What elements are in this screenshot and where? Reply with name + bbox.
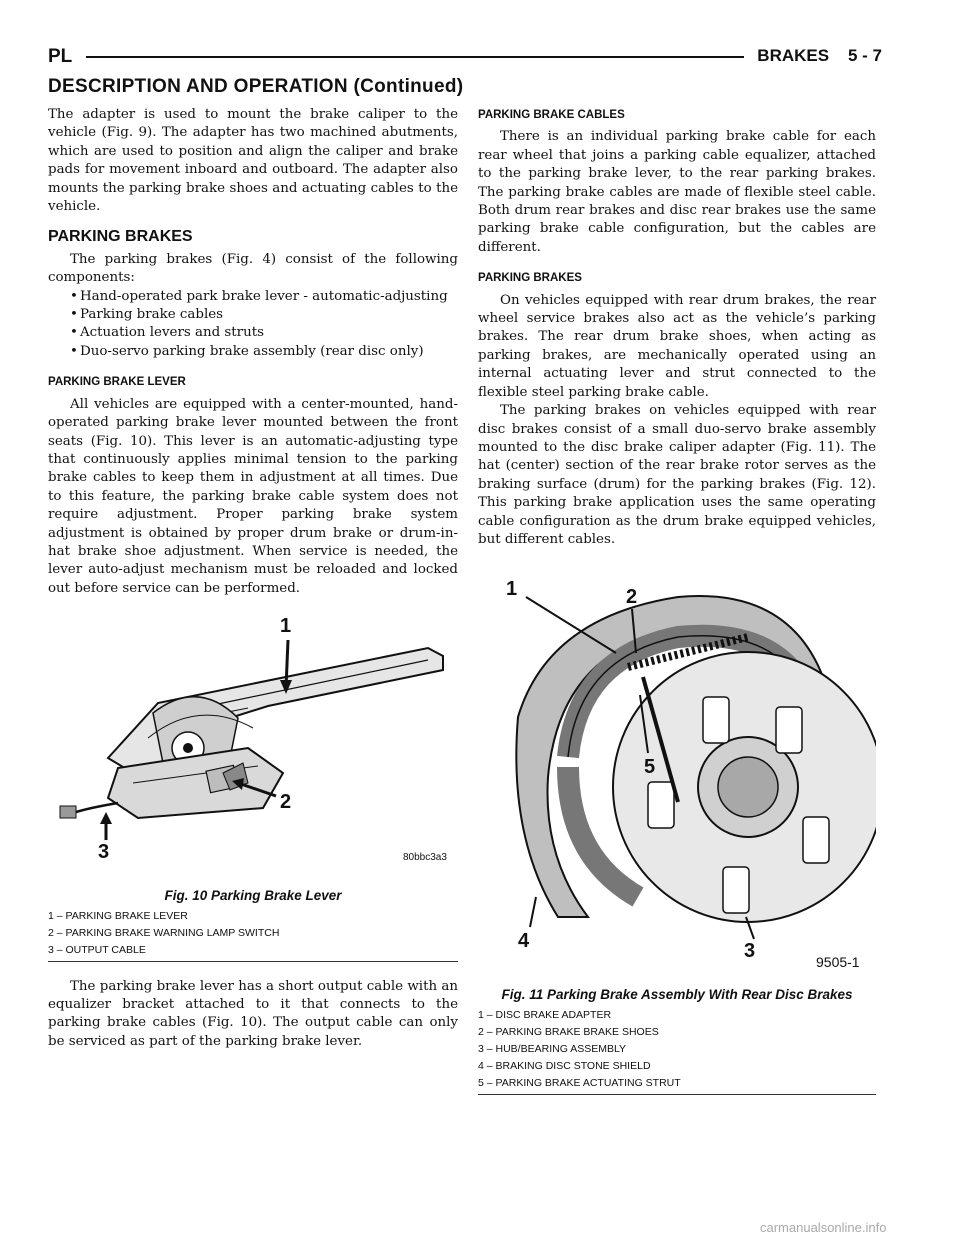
bullet-icon: • [70,325,78,341]
heading-parking-brakes: PARKING BRAKES [48,228,193,246]
bullet-icon: • [70,307,78,323]
paragraph-drum-brakes: On vehicles equipped with rear drum brakes, the rear wheel service brakes also act as the vehicle’s parking brakes. The rear drum brake shoes, when acting as parking brakes, are mechanically operated using an internal actuating lever and strut connected to the flexible steel parking brake cable. [478,292,876,400]
heading-parking-brake-lever: PARKING BRAKE LEVER [48,376,186,389]
bullet-icon: • [70,343,78,359]
page-header [48,46,882,70]
paragraph-lever: All vehicles are equipped with a center-mounted, hand-operated parking brake lever mounted between the front seats (Fig. 10). This lever is an automatic-adjusting type that continuously applies minimal tension to the parking brake cables to keep them in adjustment at all times. Due to this feature, the parking brake cable system does not require adjustment. Proper parking brake system adjustment is obtained by proper drum brake or drum-in-hat brake shoe adjustment. When service is needed, the lever auto-adjust mechanism must be reloaded and locked out before service can be performed. [48,396,458,596]
callout-2: 2 [280,791,292,814]
figure-legend [478,1007,876,1092]
legend-item: 4 – BRAKING DISC STONE SHIELD [478,1059,651,1072]
callout-3: 3 [744,940,756,963]
figure-parking-brake-lever [48,608,458,961]
figure-code: 80bbc3a3 [403,852,447,864]
legend-item: 2 – PARKING BRAKE BRAKE SHOES [478,1025,659,1038]
paragraph-cables: There is an individual parking brake cable for each rear wheel that joins a parking cable equalizer, attached to the parking brake lever, to the rear parking brakes. The parking brake cables are made of flexible steel cable. Both drum rear brakes and disc rear brakes use the same parking brake cable configuration, but the cables are different. [478,129,876,255]
legend-item: 2 – PARKING BRAKE WARNING LAMP SWITCH [48,926,280,939]
bullet-item: • Hand-operated park brake lever - automatic-adjusting [48,288,458,306]
callout-1: 1 [506,578,518,601]
legend-divider [48,961,458,962]
paragraph-components: The parking brakes (Fig. 4) consist of the following components: [48,251,458,286]
legend-item: 3 – OUTPUT CABLE [48,943,146,956]
paragraph-output-cable: The parking brake lever has a short output cable with an equalizer bracket attached to it that connects to the parking brake cables (Fig. 10). The output cable can only be serviced as part of the parking brake lever. [48,978,458,1049]
paragraph-adapter: The adapter is used to mount the brake caliper to the vehicle (Fig. 9). The adapter has two machined abutments, which are used to position and align the caliper and brake pads for movement inboard and outboard. The adapter also mounts the parking brake shoes and actuating cables to the vehicle. [48,107,458,215]
legend-item: 3 – HUB/BEARING ASSEMBLY [478,1042,627,1055]
bullet-item: • Actuation levers and struts [48,324,458,342]
figure-caption: Fig. 11 Parking Brake Assembly With Rear Disc Brakes [501,986,853,1002]
callout-4: 4 [518,930,530,953]
bullet-icon: • [70,288,78,304]
paragraph-disc-brakes: The parking brakes on vehicles equipped with rear disc brakes consist of a small duo-servo brake assembly mounted to the disc brake caliper adapter (Fig. 11). The hat (center) section of the rear brake rotor serves as the braking surface (drum) for the parking brakes (Fig. 12). This parking brake application uses the same operating cable configuration as the drum brake equipped vehicles, but different cables. [478,403,876,547]
legend-item: 1 – DISC BRAKE ADAPTER [478,1008,612,1021]
parking-brake-lever-illustration [48,608,458,878]
left-column [48,106,458,1051]
callout-3: 3 [98,841,110,864]
legend-divider [478,1094,876,1095]
section-title: DESCRIPTION AND OPERATION (Continued) [48,76,464,97]
header-rule [86,56,744,58]
legend-item: 5 – PARKING BRAKE ACTUATING STRUT [478,1076,681,1089]
bullet-item: • Parking brake cables [48,306,458,324]
right-column [478,106,876,1095]
heading-parking-brakes: PARKING BRAKES [478,272,582,285]
bullet-item: • Duo-servo parking brake assembly (rear disc only) [48,343,458,361]
figure-legend [48,908,458,959]
heading-parking-brake-cables: PARKING BRAKE CABLES [478,109,625,121]
figure-parking-brake-assembly [478,557,876,1094]
legend-item: 1 – PARKING BRAKE LEVER [48,909,188,922]
figure-caption: Fig. 10 Parking Brake Lever [164,887,342,903]
watermark: carmanualsonline.info [760,1220,887,1235]
header-model-code: PL [48,46,73,67]
header-section-page: BRAKES 5 - 7 [757,46,882,65]
figure-code: 9505-1 [816,954,860,971]
callout-2: 2 [626,586,638,609]
parking-brake-assembly-illustration [478,557,876,977]
callout-1: 1 [280,615,292,638]
callout-5: 5 [644,756,656,779]
